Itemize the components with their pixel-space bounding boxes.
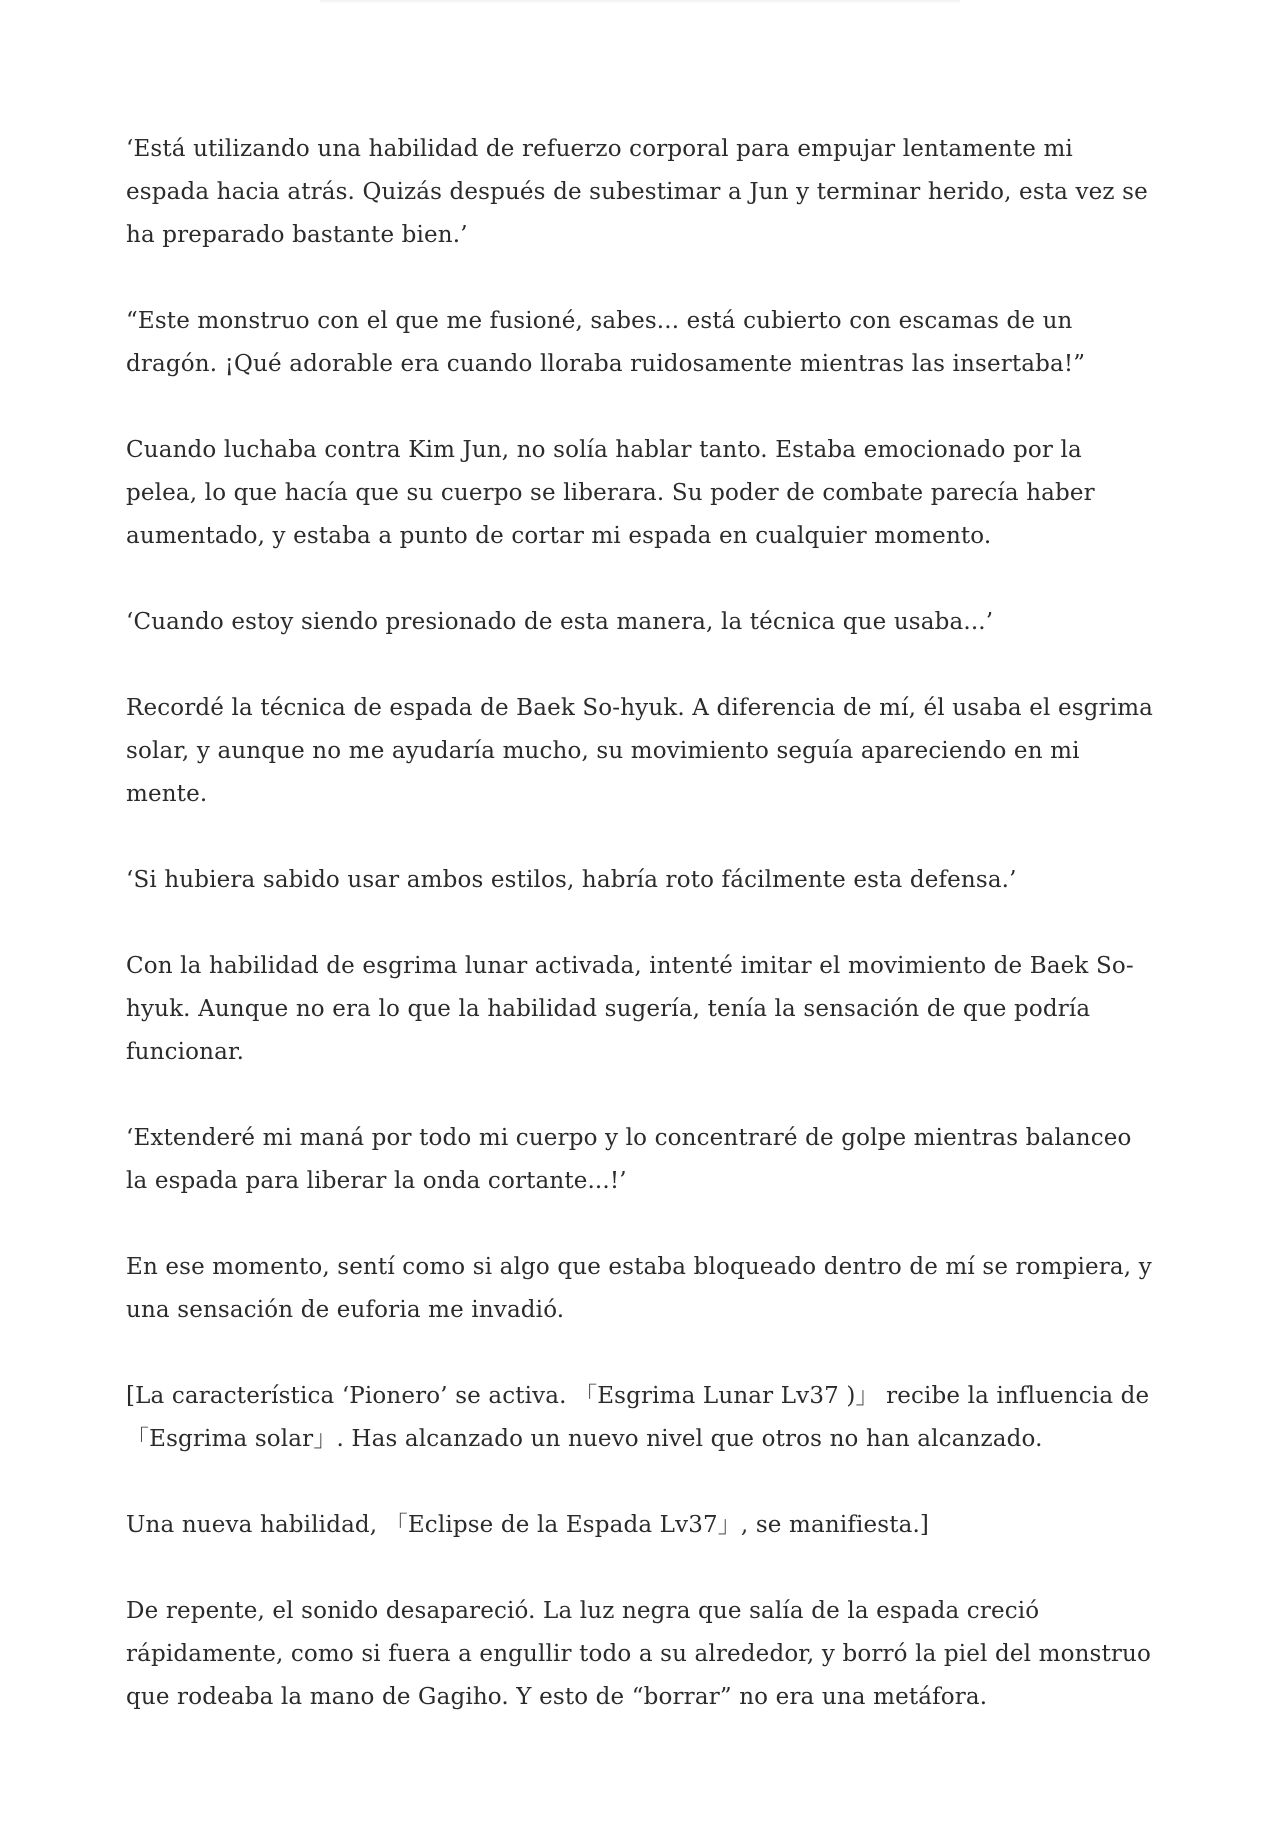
paragraph-2: “Este monstruo con el que me fusioné, sabes... está cubierto con escamas de un dragón. ¡Qué adorable era cuando lloraba ruidosamente mientras las insertaba!” — [126, 308, 1086, 377]
document-page — [126, 128, 1156, 1719]
paragraph-4: ‘Cuando estoy siendo presionado de esta manera, la técnica que usaba...’ — [126, 609, 994, 635]
paragraph-9: En ese momento, sentí como si algo que estaba bloqueado dentro de mí se rompiera, y una sensación de euforia me invadió. — [126, 1254, 1152, 1323]
system-message: [La característica ‘Pionero’ se activa. 「Esgrima Lunar Lv37 )」 recibe la influencia de 「Esgrima solar」. Has alcanzado un nuevo nivel que otros no han alcanzado. — [126, 1383, 1150, 1452]
paragraph-1: ‘Está utilizando una habilidad de refuerzo corporal para empujar lentamente mi espada hacia atrás. Quizás después de subestimar a Jun y terminar herido, esta vez se ha preparado bastante bien.’ — [126, 136, 1148, 248]
paragraph-6: ‘Si hubiera sabido usar ambos estilos, habría roto fácilmente esta defensa.’ — [126, 867, 1017, 893]
paragraph-5: Recordé la técnica de espada de Baek So-hyuk. A diferencia de mí, él usaba el esgrima solar, y aunque no me ayudaría mucho, su movimiento seguía apareciendo en mi mente. — [126, 695, 1154, 807]
paragraph-12: De repente, el sonido desapareció. La luz negra que salía de la espada creció rápidamente, como si fuera a engullir todo a su alrededor, y borró la piel del monstruo que rodeaba la mano de Gagiho. Y esto de “borrar” no era una metáfora. — [126, 1598, 1151, 1710]
paragraph-7: Con la habilidad de esgrima lunar activada, intenté imitar el movimiento de Baek So-hyuk. Aunque no era lo que la habilidad sugería, tenía la sensación de que podría funcionar. — [126, 953, 1134, 1065]
top-divider — [320, 0, 960, 4]
system-message-continued: Una nueva habilidad, 「Eclipse de la Espada Lv37」, se manifiesta.] — [126, 1512, 930, 1538]
paragraph-8: ‘Extenderé mi maná por todo mi cuerpo y lo concentraré de golpe mientras balanceo la espada para liberar la onda cortante...!’ — [126, 1125, 1132, 1194]
paragraph-3: Cuando luchaba contra Kim Jun, no solía hablar tanto. Estaba emocionado por la pelea, lo que hacía que su cuerpo se liberara. Su poder de combate parecía haber aumentado, y estaba a punto de cortar mi espada en cualquier momento. — [126, 437, 1095, 549]
